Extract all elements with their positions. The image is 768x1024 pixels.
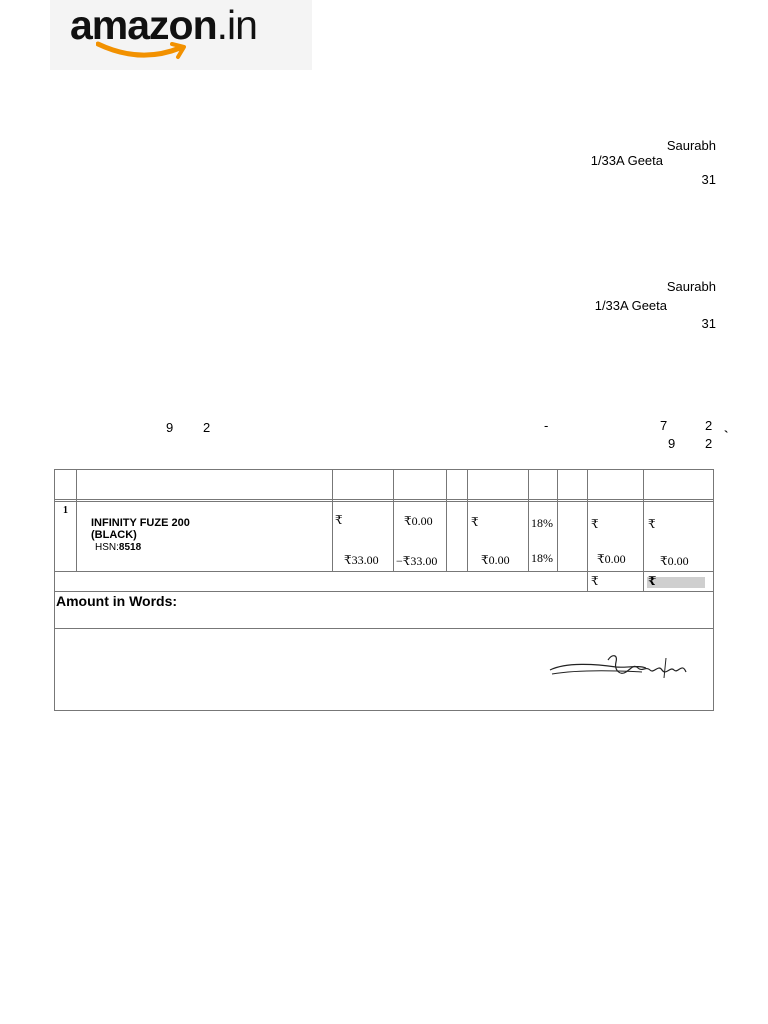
col-divider-tax (643, 469, 644, 591)
col-divider-sl (76, 469, 77, 571)
order-number-fragment: 9 (166, 420, 174, 435)
authorized-signature (546, 652, 696, 684)
unit-price-symbol: ₹ (335, 513, 343, 527)
net-value: ₹0.00 (481, 553, 510, 567)
invoice-date-fragment-2: 2 (705, 436, 713, 451)
billing-name: Saurabh (666, 138, 716, 153)
total-amount-symbol: ₹ (648, 574, 657, 588)
total-value: ₹0.00 (660, 554, 689, 568)
billing-address-code: 31 (701, 172, 716, 187)
unit-price-value: ₹33.00 (344, 553, 379, 567)
total-symbol: ₹ (648, 517, 656, 531)
item-description-line1: INFINITY FUZE 200 (91, 517, 190, 529)
tax-rate-bottom: 18% (531, 551, 553, 565)
amount-in-words-label: Amount in Words: (56, 593, 178, 609)
tax-rate-top: 18% (531, 516, 553, 530)
header-bottom-line (54, 499, 714, 500)
item-description-line2: (BLACK) (91, 529, 137, 541)
tax-amount-symbol: ₹ (591, 517, 599, 531)
discount-bottom: −₹33.00 (396, 554, 438, 568)
total-tax-symbol: ₹ (591, 574, 599, 588)
billing-address-line: 1/33A Geeta (590, 153, 663, 168)
col-divider-discount (446, 469, 447, 571)
col-divider-price (393, 469, 394, 571)
meta-dash: - (544, 418, 549, 433)
col-divider-rate (557, 469, 558, 571)
net-symbol: ₹ (471, 515, 479, 529)
col-divider-desc (332, 469, 333, 571)
logo-brand-text: amazon (70, 2, 217, 48)
discount-top: ₹0.00 (404, 514, 433, 528)
shipping-address-code: 31 (701, 316, 716, 331)
amazon-smile-icon (96, 40, 191, 62)
shipping-address-line: 1/33A Geeta (594, 298, 667, 313)
col-divider-qty (467, 469, 468, 571)
hsn-label: HSN: (95, 542, 119, 553)
logo-tld-text: .in (216, 2, 257, 48)
order-date-fragment: 2 (203, 420, 211, 435)
item-hsn (95, 542, 141, 553)
meta-tick: ` (724, 428, 729, 443)
item-row-bottom-line (54, 571, 714, 572)
col-divider-type (587, 469, 588, 591)
sl-no: 1 (63, 505, 68, 516)
total-row-bottom-line (54, 591, 714, 592)
shipping-name: Saurabh (666, 279, 716, 294)
hsn-code: 8518 (118, 542, 142, 553)
col-divider-net (528, 469, 529, 571)
tax-amount-value: ₹0.00 (597, 552, 626, 566)
words-row-bottom-line (54, 628, 714, 629)
invoice-fragment: 2 (705, 418, 713, 433)
header-bottom-line-2 (54, 501, 714, 502)
invoice-number-fragment: 7 (660, 418, 668, 433)
invoice-date-fragment: 9 (668, 436, 676, 451)
